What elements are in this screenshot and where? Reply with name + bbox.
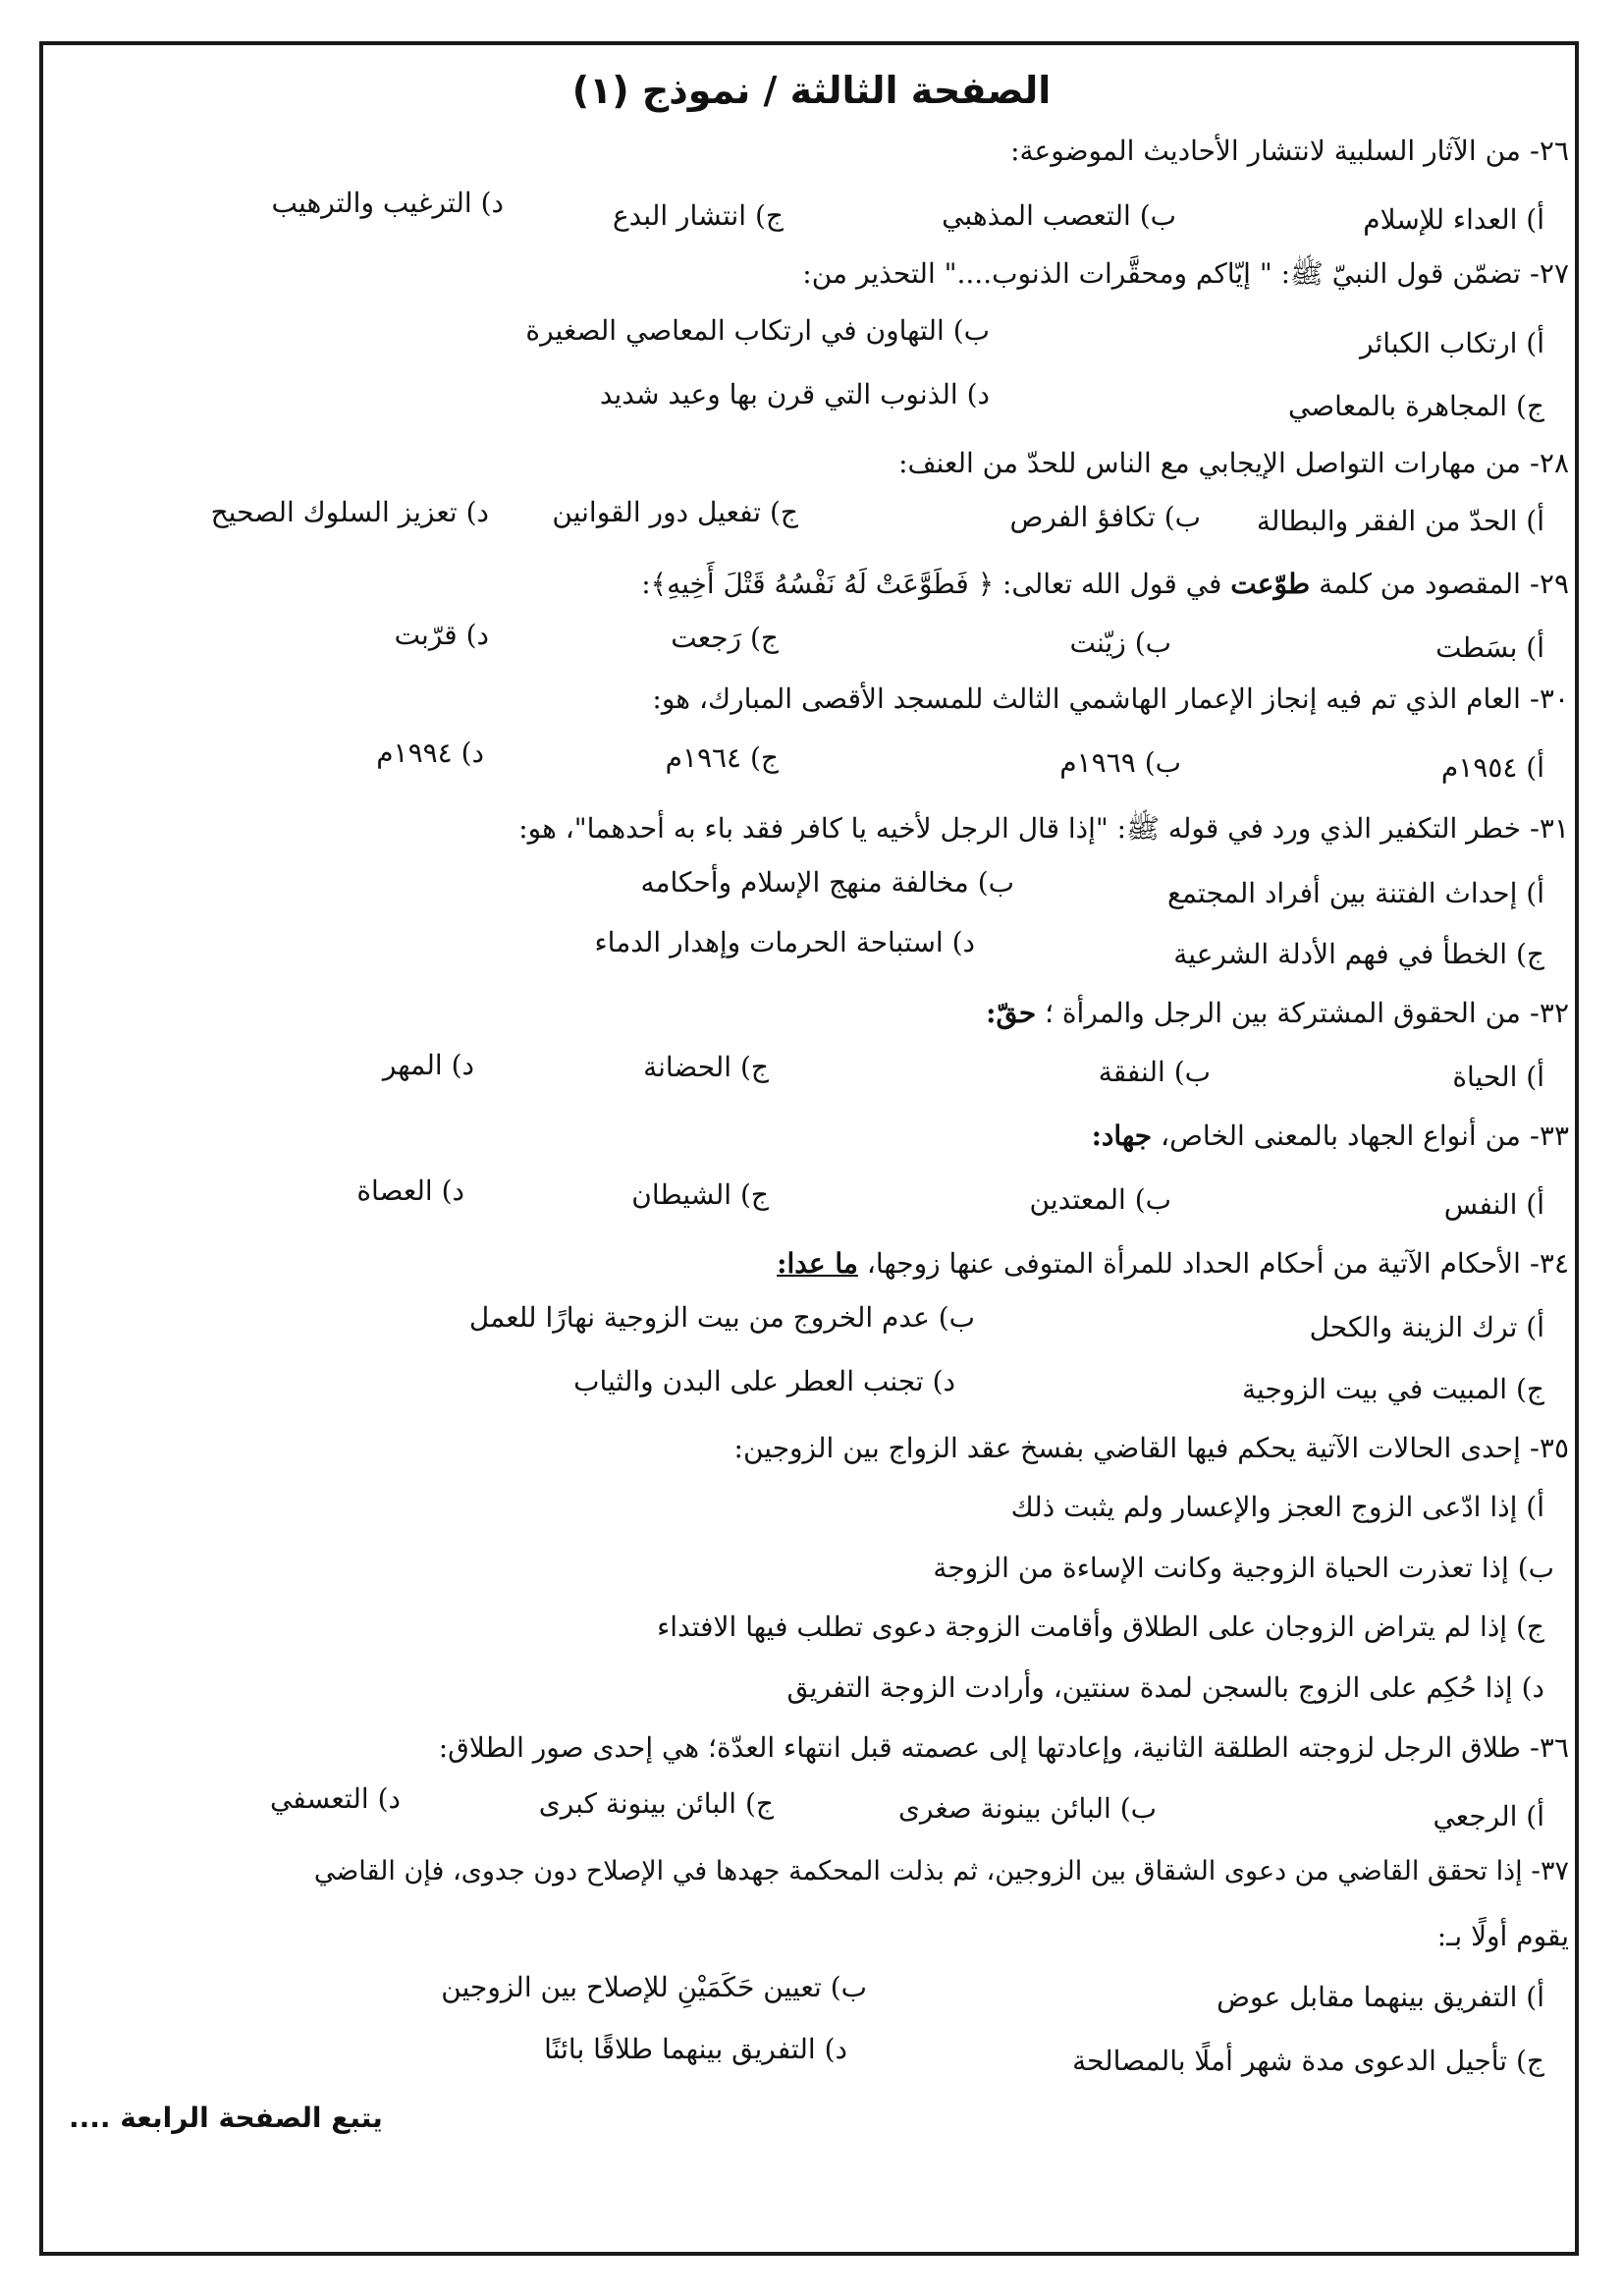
option-26-b[interactable]: [942, 199, 1176, 232]
question-text-line2: يقوم أولًا بـ:: [1436, 1920, 1569, 1952]
option-28-d[interactable]: [211, 496, 489, 528]
option-label: ج): [770, 496, 798, 528]
option-27-c[interactable]: [1288, 390, 1544, 422]
option-30-b[interactable]: [1059, 746, 1181, 779]
option-33-c[interactable]: [631, 1178, 769, 1211]
option-33-d[interactable]: [356, 1175, 464, 1207]
option-label: أ): [1526, 631, 1544, 664]
option-label: ج): [750, 622, 779, 654]
option-label: د): [480, 187, 504, 219]
option-text: مخالفة منهج الإسلام وأحكامه: [640, 866, 969, 899]
option-text: المهر: [382, 1049, 443, 1081]
option-29-d[interactable]: [395, 619, 489, 651]
option-37-a[interactable]: [1217, 1981, 1544, 2013]
option-31-b[interactable]: [640, 866, 1014, 899]
option-text: ١٩٩٤م: [376, 737, 453, 769]
option-text: زيّنت: [1069, 627, 1126, 659]
question-26: [57, 135, 1569, 167]
option-36-c[interactable]: [539, 1787, 774, 1820]
question-text: إذا تحقق القاضي من دعوى الشقاق بين الزوجين، ثم بذلت المحكمة جهدها في الإصلاح دون جدوى، فإن القاضي: [313, 1856, 1523, 1886]
option-31-a[interactable]: [1167, 877, 1544, 909]
question-keyword: طوّعت: [1230, 568, 1311, 600]
question-number: ٢٩-: [1529, 568, 1569, 600]
option-text: إذا لم يتراض الزوجان على الطلاق وأقامت الزوجة دعوى تطلب فيها الافتداء: [657, 1611, 1508, 1643]
option-30-a[interactable]: [1441, 751, 1544, 784]
option-text: انتشار البدع: [612, 199, 747, 232]
option-label: د): [824, 2033, 847, 2065]
option-text: استباحة الحرمات وإهدار الدماء: [594, 926, 944, 958]
option-text: تعزيز السلوك الصحيح: [210, 496, 458, 528]
option-text: تعيين حَكَمَيْنِ للإصلاح بين الزوجين: [441, 1971, 822, 2003]
option-text: المجاهرة بالمعاصي: [1288, 390, 1508, 422]
option-text: تأجيل الدعوى مدة شهر أملًا بالمصالحة: [1072, 2045, 1508, 2077]
option-text: الحدّ من الفقر والبطالة: [1256, 505, 1518, 537]
option-36-a[interactable]: [1433, 1800, 1544, 1832]
option-label: ب): [830, 1971, 867, 2003]
option-27-b[interactable]: [525, 314, 990, 347]
option-text: الرجعي: [1433, 1800, 1518, 1832]
option-text: التعسفي: [269, 1782, 369, 1815]
option-35-d[interactable]: [786, 1671, 1544, 1704]
option-label: ج): [750, 741, 779, 774]
question-number: ٣٣-: [1529, 1120, 1569, 1152]
option-text: تجنب العطر على البدن والثياب: [573, 1365, 924, 1397]
option-label: أ): [1526, 1311, 1544, 1343]
option-label: أ): [1526, 505, 1544, 537]
option-label: أ): [1526, 1491, 1544, 1523]
option-text: إذا حُكِم على الزوج بالسجن لمدة سنتين، وأرادت الزوجة التفريق: [786, 1671, 1513, 1704]
option-29-a[interactable]: [1435, 631, 1544, 664]
option-35-b[interactable]: [933, 1552, 1554, 1584]
option-label: د): [966, 378, 990, 410]
option-text: رَجعت: [671, 622, 742, 654]
option-36-d[interactable]: [270, 1782, 401, 1815]
option-text: بسَطت: [1435, 631, 1518, 664]
option-28-c[interactable]: [552, 496, 798, 528]
option-27-d[interactable]: [600, 378, 990, 410]
question-text-continued: في قول الله تعالى: ﴿ فَطَوَّعَتْ لَهُ نَفْسُهُ قَتْلَ أَخِيهِ﴾:: [641, 568, 1222, 600]
question-text: خطر التكفير الذي ورد في قوله ﷺ: "إذا قال الرجل لأخيه يا كافر فقد باء به أحدهما"، هو:: [518, 812, 1521, 845]
question-27: [57, 257, 1569, 297]
option-34-d[interactable]: [573, 1365, 955, 1397]
option-text: إذا ادّعى الزوج العجز والإعسار ولم يثبت ذلك: [1010, 1491, 1518, 1523]
option-33-b[interactable]: [1030, 1183, 1171, 1216]
option-text: الذنوب التي قرن بها وعيد شديد: [599, 378, 958, 410]
question-keyword: حقّ:: [986, 997, 1037, 1029]
option-text: التعصب المذهبي: [942, 199, 1131, 232]
option-label: أ): [1526, 203, 1544, 236]
question-text: إحدى الحالات الآتية يحكم فيها القاضي بفسخ عقد الزواج بين الزوجين:: [733, 1432, 1521, 1464]
option-label: أ): [1526, 1800, 1544, 1832]
option-label: ب): [1163, 501, 1201, 533]
question-keyword: جهاد:: [1091, 1120, 1153, 1152]
option-label: ج): [740, 1178, 769, 1211]
question-35: [57, 1432, 1569, 1464]
option-30-d[interactable]: [376, 737, 484, 769]
question-number: ٢٨-: [1529, 447, 1569, 479]
option-text: النفس: [1443, 1188, 1518, 1221]
option-text: تكافؤ الفرص: [1009, 501, 1156, 533]
option-label: ج): [1516, 938, 1544, 970]
page-title: الصفحة الثالثة / نموذج (١): [571, 69, 1052, 112]
option-label: ب): [1134, 1183, 1171, 1216]
option-text: ارتكاب الكبائر: [1360, 327, 1518, 359]
option-label: د): [441, 1175, 464, 1207]
option-text: ١٩٥٤م: [1440, 751, 1518, 784]
option-label: أ): [1526, 1981, 1544, 2013]
option-label: د): [465, 619, 489, 651]
option-text: الترغيب والترهيب: [271, 187, 472, 219]
option-label: ب): [938, 1301, 975, 1334]
option-label: أ): [1526, 1061, 1544, 1093]
option-text: الحضانة: [643, 1051, 732, 1083]
question-33: [57, 1120, 1569, 1152]
question-keyword: ما عدا:: [777, 1247, 858, 1280]
question-text: الأحكام الآتية من أحكام الحداد للمرأة المتوفى عنها زوجها،: [866, 1247, 1521, 1280]
question-29: [57, 568, 1569, 600]
option-text: الخطأ في فهم الأدلة الشرعية: [1173, 938, 1508, 970]
option-text: المعتدين: [1029, 1183, 1126, 1216]
option-32-b[interactable]: [1099, 1056, 1211, 1088]
option-label: ب): [1119, 1792, 1157, 1825]
option-26-a[interactable]: [1363, 203, 1544, 236]
option-37-d[interactable]: [544, 2033, 847, 2065]
option-label: ب): [1517, 1552, 1554, 1584]
option-text: العداء للإسلام: [1363, 203, 1518, 236]
option-34-b[interactable]: [469, 1301, 975, 1334]
option-text: البائن بينونة صغرى: [897, 1792, 1111, 1825]
option-label: د): [1521, 1671, 1544, 1704]
question-37-continuation: [57, 1920, 1569, 1952]
question-text: من الآثار السلبية لانتشار الأحاديث الموضوعة:: [1010, 135, 1521, 167]
option-label: د): [451, 1049, 474, 1081]
option-32-a[interactable]: [1452, 1061, 1544, 1093]
question-31: [57, 812, 1569, 851]
question-34: [57, 1247, 1569, 1280]
option-29-b[interactable]: [1070, 627, 1171, 659]
question-text: طلاق الرجل لزوجته الطلقة الثانية، وإعادتها إلى عصمته قبل انتهاء العدّة؛ هي إحدى صور الطلاق:: [438, 1731, 1521, 1764]
option-text: التفريق بينهما طلاقًا بائنًا: [544, 2033, 816, 2065]
question-text: تضمّن قول النبيّ ﷺ: " إيّاكم ومحقَّرات الذنوب...." التحذير من:: [802, 257, 1521, 290]
option-label: ب): [952, 314, 990, 347]
option-text: قرّبت: [394, 619, 458, 651]
question-28: [57, 447, 1569, 479]
option-label: ج): [1516, 1611, 1544, 1643]
option-text: إحداث الفتنة بين أفراد المجتمع: [1166, 877, 1518, 909]
option-35-c[interactable]: [657, 1611, 1544, 1643]
option-label: ج): [1516, 1373, 1544, 1405]
option-33-a[interactable]: [1444, 1188, 1544, 1221]
question-text: من الحقوق المشتركة بين الرجل والمرأة ؛: [1045, 997, 1521, 1029]
option-29-c[interactable]: [671, 622, 779, 654]
option-text: التفريق بينهما مقابل عوض: [1217, 1981, 1518, 2013]
question-number: ٢٧-: [1529, 257, 1569, 290]
option-28-b[interactable]: [1009, 501, 1201, 533]
option-label: ج): [740, 1051, 769, 1083]
option-label: ب): [1144, 746, 1181, 779]
option-32-d[interactable]: [383, 1049, 474, 1081]
option-label: د): [932, 1365, 955, 1397]
option-label: أ): [1526, 751, 1544, 784]
option-36-b[interactable]: [898, 1792, 1157, 1825]
question-number: ٣٧-: [1531, 1856, 1569, 1886]
option-text: ١٩٦٩م: [1059, 746, 1136, 779]
option-text: المبيت في بيت الزوجية: [1241, 1373, 1508, 1405]
option-label: د): [951, 926, 975, 958]
question-text: من أنواع الجهاد بالمعنى الخاص،: [1161, 1120, 1521, 1152]
question-number: ٣١-: [1529, 812, 1569, 845]
option-label: ب): [1139, 199, 1176, 232]
option-label: ب): [1134, 627, 1171, 659]
question-number: ٢٦-: [1529, 135, 1569, 167]
option-32-c[interactable]: [643, 1051, 769, 1083]
option-text: عدم الخروج من بيت الزوجية نهارًا للعمل: [468, 1301, 930, 1334]
option-label: د): [465, 496, 489, 528]
question-32: [57, 997, 1569, 1029]
option-label: أ): [1526, 1188, 1544, 1221]
option-26-d[interactable]: [272, 187, 504, 219]
option-label: ج): [755, 199, 784, 232]
option-27-a[interactable]: [1360, 327, 1544, 359]
question-number: ٣٢-: [1529, 997, 1569, 1029]
question-number: ٣٥-: [1529, 1432, 1569, 1464]
question-text: العام الذي تم فيه إنجاز الإعمار الهاشمي الثالث للمسجد الأقصى المبارك، هو:: [652, 683, 1521, 715]
question-37: [57, 1856, 1569, 1886]
option-label: ب): [977, 866, 1014, 899]
option-34-a[interactable]: [1310, 1311, 1544, 1343]
option-label: أ): [1526, 327, 1544, 359]
option-label: أ): [1526, 877, 1544, 909]
option-label: د): [460, 737, 484, 769]
question-30: [57, 683, 1569, 715]
option-label: د): [377, 1782, 401, 1815]
question-number: ٣٤-: [1529, 1247, 1569, 1280]
option-text: الحياة: [1452, 1061, 1518, 1093]
option-34-c[interactable]: [1242, 1373, 1544, 1405]
option-text: الشيطان: [631, 1178, 732, 1211]
option-text: العصاة: [356, 1175, 433, 1207]
option-37-c[interactable]: [1072, 2045, 1544, 2077]
option-31-c[interactable]: [1173, 938, 1544, 970]
option-30-c[interactable]: [666, 741, 779, 774]
option-text: ترك الزينة والكحل: [1309, 1311, 1518, 1343]
option-37-b[interactable]: [441, 1971, 867, 2003]
option-text: التهاون في ارتكاب المعاصي الصغيرة: [525, 314, 945, 347]
option-text: البائن بينونة كبرى: [538, 1787, 737, 1820]
option-text: إذا تعذرت الحياة الزوجية وكانت الإساءة من الزوجة: [933, 1552, 1509, 1584]
option-28-a[interactable]: [1257, 505, 1544, 537]
option-35-a[interactable]: [1011, 1491, 1544, 1523]
question-number: ٣٦-: [1529, 1731, 1569, 1764]
option-26-c[interactable]: [613, 199, 784, 232]
option-label: ب): [1173, 1056, 1211, 1088]
option-text: النفقة: [1098, 1056, 1165, 1088]
question-36: [57, 1731, 1569, 1764]
continue-note: يتبع الصفحة الرابعة ....: [69, 2102, 383, 2134]
question-number: ٣٠-: [1529, 683, 1569, 715]
option-label: ج): [1516, 390, 1544, 422]
question-text: المقصود من كلمة: [1319, 568, 1521, 600]
option-text: ١٩٦٤م: [665, 741, 742, 774]
option-label: ج): [745, 1787, 774, 1820]
option-31-d[interactable]: [595, 926, 976, 958]
option-text: تفعيل دور القوانين: [552, 496, 762, 528]
question-text: من مهارات التواصل الإيجابي مع الناس للحدّ من العنف:: [898, 447, 1521, 479]
option-label: ج): [1516, 2045, 1544, 2077]
